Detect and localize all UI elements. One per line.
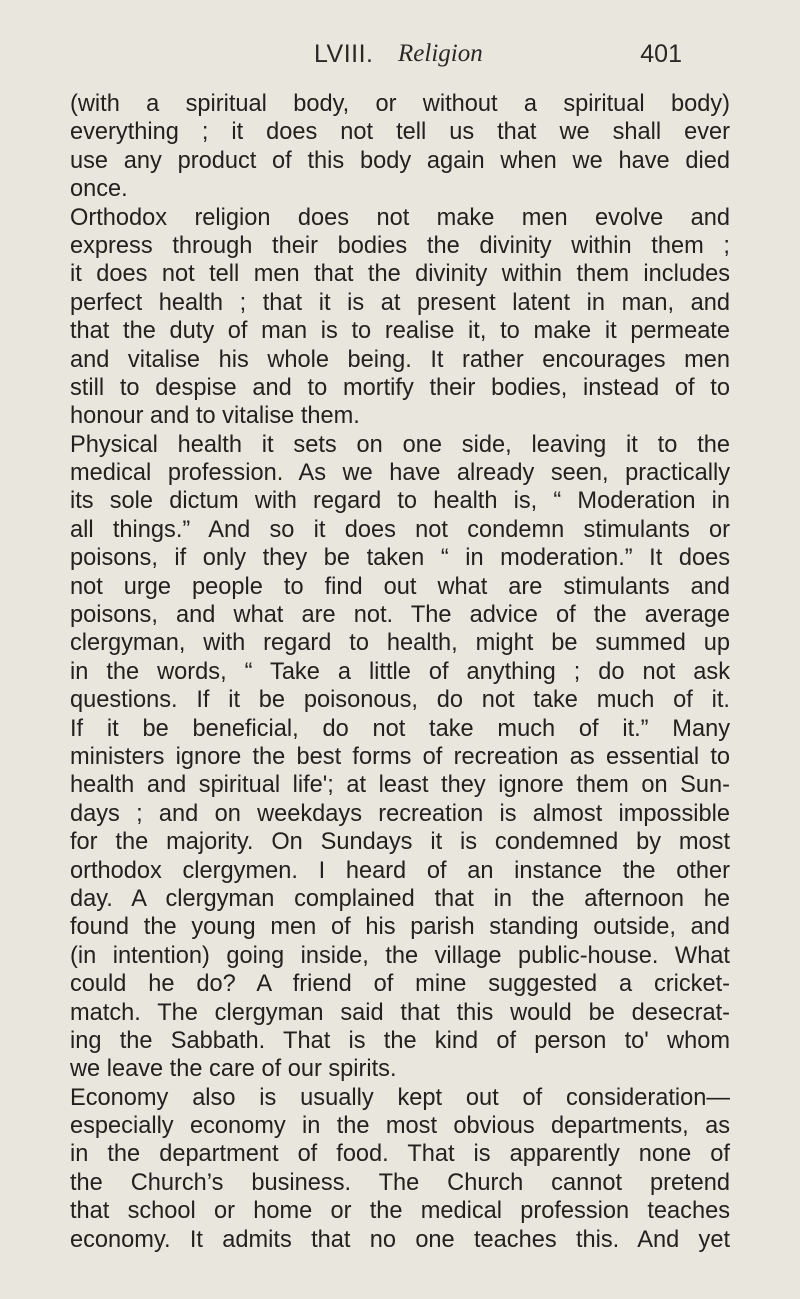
text-line: Economy also is usually kept out of consideration— <box>70 1084 730 1111</box>
text-line: once. <box>70 176 128 203</box>
text-line: perfect health ; that it is at present latent in man, and <box>70 289 730 316</box>
text-line: all things.” And so it does not condemn stimulants or <box>70 516 730 543</box>
text-line: ministers ignore the best forms of recreation as essential to <box>70 743 730 770</box>
text-line: Physical health it sets on one side, leaving it to the <box>70 431 730 458</box>
text-line: for the majority. On Sundays it is condemned by most <box>70 829 730 856</box>
text-line: questions. If it be poisonous, do not take much of it. <box>70 687 730 714</box>
text-line: express through their bodies the divinity within them ; <box>70 232 730 259</box>
text-line: health and spiritual life'; at least they ignore them on Sun- <box>70 772 730 799</box>
page-number: 401 <box>640 40 682 68</box>
text-line: still to despise and to mortify their bodies, instead of to <box>70 374 730 401</box>
text-line: days ; and on weekdays recreation is almost impossible <box>70 800 730 827</box>
text-line: in the department of food. That is apparently none of <box>70 1141 730 1168</box>
text-line: we leave the care of our spirits. <box>70 1056 397 1083</box>
text-line: its sole dictum with regard to health is, “ Moderation in <box>70 488 730 515</box>
text-line: economy. It admits that no one teaches this. And yet <box>70 1226 730 1253</box>
text-line: use any product of this body again when we have died <box>70 147 730 174</box>
text-line: Orthodox religion does not make men evolve and <box>70 204 730 231</box>
text-line: If it be beneficial, do not take much of it.” Many <box>70 715 730 742</box>
text-line: especially economy in the most obvious departments, as <box>70 1113 730 1140</box>
text-line: in the words, “ Take a little of anything ; do not ask <box>70 658 730 685</box>
running-header <box>314 40 682 74</box>
text-line: that school or home or the medical profession teaches <box>70 1198 730 1225</box>
text-line: and vitalise his whole being. It rather encourages men <box>70 346 730 373</box>
text-line: day. A clergyman complained that in the afternoon he <box>70 885 730 912</box>
text-line: could he do? A friend of mine suggested a cricket- <box>70 971 730 998</box>
chapter-number: LVIII. <box>314 40 374 68</box>
text-line: ing the Sabbath. That is the kind of person to' whom <box>70 1027 730 1054</box>
text-line: found the young men of his parish standing outside, and <box>70 914 730 941</box>
text-line: poisons, if only they be taken “ in moderation.” It does <box>70 545 730 572</box>
text-line: orthodox clergymen. I heard of an instance the other <box>70 857 730 884</box>
text-line: medical profession. As we have already seen, practically <box>70 460 730 487</box>
text-line: (with a spiritual body, or without a spiritual body) <box>70 91 730 117</box>
text-line: (in intention) going inside, the village public-house. What <box>70 942 730 969</box>
section-title: Religion <box>398 40 483 67</box>
text-line: clergyman, with regard to health, might be summed up <box>70 630 730 657</box>
text-line: everything ; it does not tell us that we shall ever <box>70 119 730 146</box>
text-line: the Church’s business. The Church cannot pretend <box>70 1169 730 1196</box>
text-line: match. The clergyman said that this would be desecrat- <box>70 999 730 1026</box>
text-line: it does not tell men that the divinity within them includes <box>70 261 730 288</box>
text-line: that the duty of man is to realise it, to make it permeate <box>70 318 730 345</box>
text-line: honour and to vitalise them. <box>70 403 360 430</box>
text-line: poisons, and what are not. The advice of the average <box>70 602 730 629</box>
body-text <box>70 90 730 1254</box>
text-line: not urge people to find out what are stimulants and <box>70 573 730 600</box>
